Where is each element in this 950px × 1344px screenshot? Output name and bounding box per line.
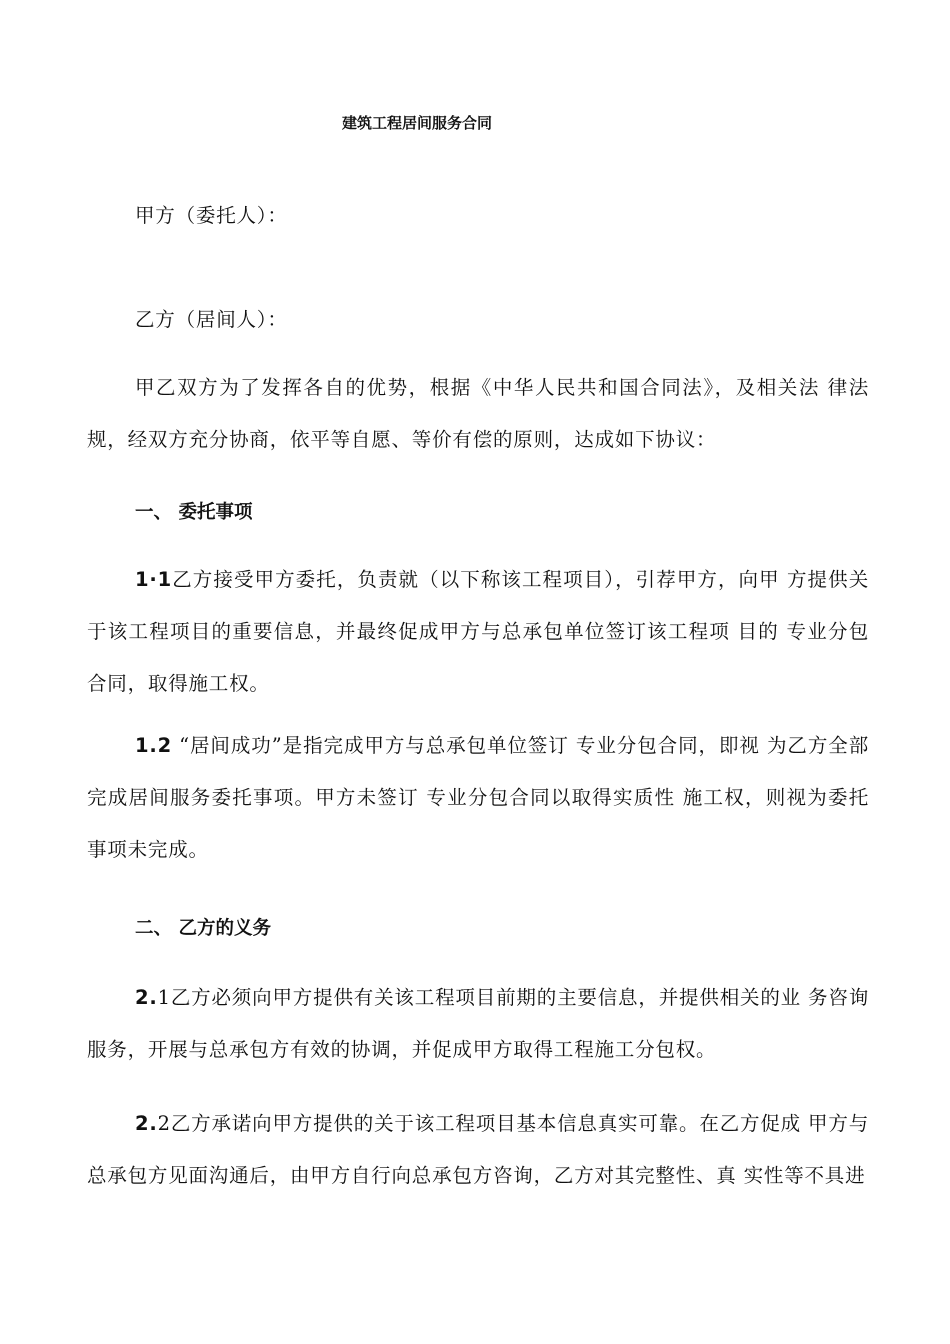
party-b-label: 乙方（居间人）：: [135, 308, 288, 331]
clause-2-2-paragraph: [87, 1098, 869, 1202]
clause-1-2-number: 1.2: [135, 734, 172, 757]
document-title: 建筑工程居间服务合同: [341, 114, 492, 132]
clause-2-2-number: 2.: [135, 1112, 158, 1135]
preamble-paragraph: 甲乙双方为了发挥各自的优势，根据《中华人民共和国合同法》，及相关法 律法规，经双方充分协商，依平等自愿、等价有偿的原则，达成如下协议：: [87, 376, 869, 451]
section-2-heading: 二、 乙方的义务: [135, 918, 271, 939]
party-a-label: 甲方（委托人）：: [135, 204, 288, 227]
clause-1-2-text: “居间成功”是指完成甲方与总承包单位签订 专业分包合同，即视 为乙方全部完成居间服务委托事项。甲方未签订 专业分包合同以取得实质性 施工权，则视为委托事项未完成。: [87, 734, 869, 861]
clause-1-2-paragraph: [87, 720, 869, 876]
clause-2-1-text: 1乙方必须向甲方提供有关该工程项目前期的主要信息，并提供相关的业 务咨询服务，开展与总承包方有效的协调，并促成甲方取得工程施工分包权。: [87, 986, 869, 1061]
clause-1-1-number: 1·1: [135, 568, 172, 591]
clause-2-2-text: 2乙方承诺向甲方提供的关于该工程项目基本信息真实可靠。在乙方促成 甲方与总承包方见面沟通后，由甲方自行向总承包方咨询，乙方对其完整性、真 实性等不具进: [87, 1112, 869, 1187]
clause-1-1-text: 乙方接受甲方委托，负责就（以下称该工程项目），引荐甲方，向甲 方提供关于该工程项目的重要信息，并最终促成甲方与总承包单位签订该工程项 目的 专业分包合同，取得施工权。: [87, 568, 869, 695]
clause-2-1-paragraph: [87, 972, 869, 1076]
section-1-heading: 一、 委托事项: [135, 502, 253, 523]
clause-2-1-number: 2.: [135, 986, 158, 1009]
clause-1-1-paragraph: [87, 554, 869, 710]
